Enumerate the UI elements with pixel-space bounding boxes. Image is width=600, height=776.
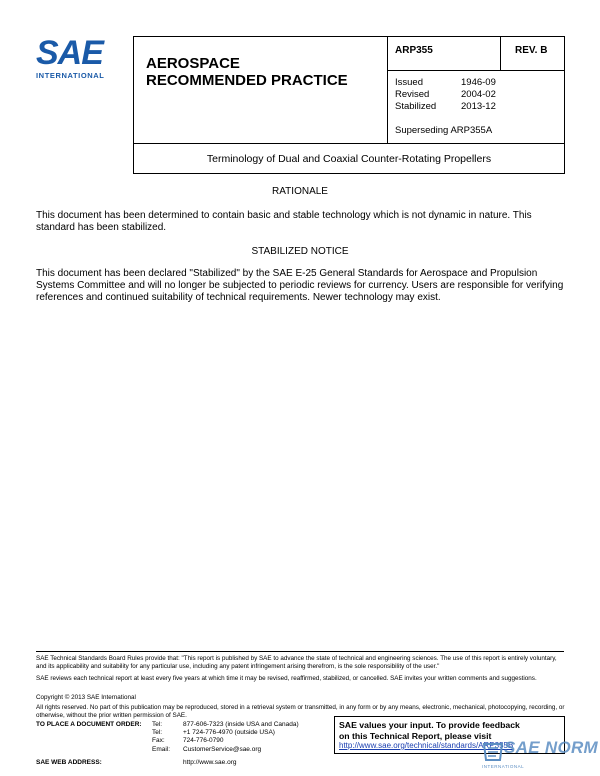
document-type-cell (134, 37, 388, 143)
date-value: 2004-02 (461, 89, 496, 100)
sae-logo (36, 36, 118, 80)
date-label: Stabilized (395, 101, 437, 112)
contact-email-link[interactable]: CustomerService@sae.org (183, 745, 262, 753)
watermark-emblem-icon (482, 740, 504, 764)
date-list (395, 77, 496, 113)
feedback-link[interactable]: http://www.sae.org/technical/standards/ARP355B (339, 741, 514, 750)
date-label: Revised (395, 89, 430, 100)
contact-value: +1 724-776-4970 (outside USA) (183, 729, 275, 737)
order-info (36, 721, 333, 754)
review-text: SAE reviews each technical report at least every five years at which time it may be revised, reaffirmed, stabilized, or cancelled. SAE invites your written comments and suggestions. (36, 675, 537, 682)
web-label: SAE WEB ADDRESS: (36, 759, 102, 766)
feedback-line2: on this Technical Report, please visit (339, 730, 492, 741)
contact-row (36, 746, 333, 754)
web-address (36, 759, 236, 766)
rationale-text: This document has been determined to contain basic and stable technology which is not dynamic in nature. This standard has been stabilized. (36, 210, 532, 233)
document-header (133, 36, 565, 174)
contact-row (36, 721, 333, 729)
feedback-line1: SAE values your input. To provide feedback (339, 720, 520, 730)
contact-row (36, 737, 333, 745)
date-row-revised (395, 89, 496, 101)
order-label: TO PLACE A DOCUMENT ORDER: (36, 721, 142, 728)
contact-label: Tel: (152, 721, 163, 728)
document-meta (388, 37, 564, 143)
rights-text: All rights reserved. No part of this publication may be reproduced, stored in a retrieval system or transmitted, in any form or by any means, electronic, mechanical, photocopying, recording, or otherwise, without the prior written permission of SAE. (36, 704, 565, 719)
watermark-text: SAE NORM (504, 738, 599, 757)
footer-divider (36, 651, 564, 652)
watermark-subtext: INTERNATIONAL (482, 764, 525, 769)
sae-norm-watermark (468, 738, 598, 774)
date-row-stabilized (395, 101, 496, 113)
stabilized-heading: STABILIZED NOTICE (251, 246, 349, 257)
document-type (146, 55, 348, 89)
contact-row (36, 729, 333, 737)
date-label: Issued (395, 77, 423, 88)
contact-value: 724-776-0790 (183, 737, 224, 745)
document-number: ARP355 (388, 37, 501, 71)
revision-label: REV. B (501, 37, 564, 71)
date-value: 2013-12 (461, 101, 496, 112)
superseding-note: Superseding ARP355A (395, 125, 493, 136)
contact-label: Fax: (152, 737, 165, 745)
logo-mark: SAE (36, 34, 103, 72)
contact-value: 877-606-7323 (inside USA and Canada) (183, 721, 299, 728)
copyright: Copyright © 2013 SAE International (36, 694, 136, 701)
document-type-line1: AEROSPACE (146, 55, 240, 72)
document-type-line2: RECOMMENDED PRACTICE (146, 72, 348, 89)
date-row-issued (395, 77, 496, 89)
contact-label: Email: (152, 745, 171, 753)
logo-subtext: INTERNATIONAL (36, 71, 105, 80)
stabilized-text: This document has been declared "Stabilized" by the SAE E-25 General Standards for Aerospace and Propulsion Systems Committee and will no longer be subjected to periodic reviews for currency. Users are responsible for verifying references and continued suitability of technical requirements. Newer technology may exist. (36, 268, 564, 303)
contact-label: Tel: (152, 729, 163, 737)
rules-text: SAE Technical Standards Board Rules provide that: "This report is published by SAE to advance the state of technical and engineering sciences. The use of this report is entirely voluntary, and its applicability and suitability for any particular use, including any patent infringement arising therefrom, is the sole responsibility of the user." (36, 655, 557, 670)
web-link[interactable]: http://www.sae.org (183, 759, 237, 766)
date-value: 1946-09 (461, 77, 496, 88)
document-title: Terminology of Dual and Coaxial Counter-Rotating Propellers (134, 143, 564, 173)
rationale-heading: RATIONALE (272, 186, 328, 197)
